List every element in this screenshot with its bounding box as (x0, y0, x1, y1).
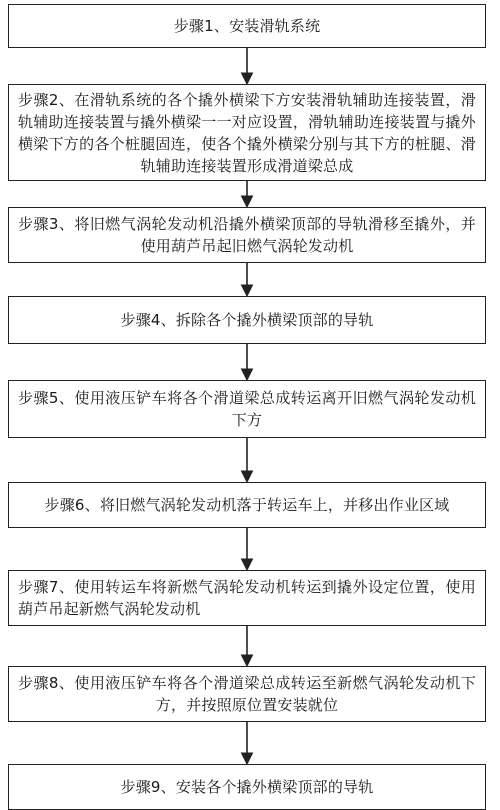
step-9-text: 步骤9、安装各个撬外横梁顶部的导轨 (120, 778, 374, 796)
step-8-text: 步骤8、使用液压铲车将各个滑道梁总成转运至新燃气涡轮发动机下方，并按照原位置安装就位 (18, 674, 476, 714)
step-7-box (8, 570, 486, 626)
step-5-text: 步骤5、使用液压铲车将各个滑道梁总成转运离开旧燃气涡轮发动机下方 (18, 389, 476, 429)
step-6-text: 步骤6、将旧燃气涡轮发动机落于转运车上，并移出作业区域 (44, 496, 450, 514)
step-9-box (8, 764, 486, 810)
step-7-text: 步骤7、使用转运车将新燃气涡轮发动机转运到撬外设定位置，使用葫芦吊起新燃气涡轮发动机 (18, 578, 476, 618)
step-1-text: 步骤1、安装滑轨系统 (173, 17, 321, 35)
step-2-box (8, 84, 486, 181)
step-4-box (8, 296, 486, 344)
step-2-text: 步骤2、在滑轨系统的各个撬外横梁下方安装滑轨辅助连接装置，滑轨辅助连接装置与撬外横梁一一对应设置，滑轨辅助连接装置与撬外横梁下方的各个桩腿固连，使各个撬外横梁分别与其下方的桩腿、滑轨辅助连接装置形成滑道梁总成 (18, 90, 476, 175)
step-4-text: 步骤4、拆除各个撬外横梁顶部的导轨 (120, 311, 374, 329)
step-8-box (8, 666, 486, 722)
step-1-box (8, 4, 486, 48)
step-3-text: 步骤3、将旧燃气涡轮发动机沿撬外横梁顶部的导轨滑移至撬外，并使用葫芦吊起旧燃气涡轮发动机 (18, 215, 476, 255)
step-6-box (8, 482, 486, 528)
step-3-box (8, 207, 486, 263)
step-5-box (8, 380, 486, 438)
